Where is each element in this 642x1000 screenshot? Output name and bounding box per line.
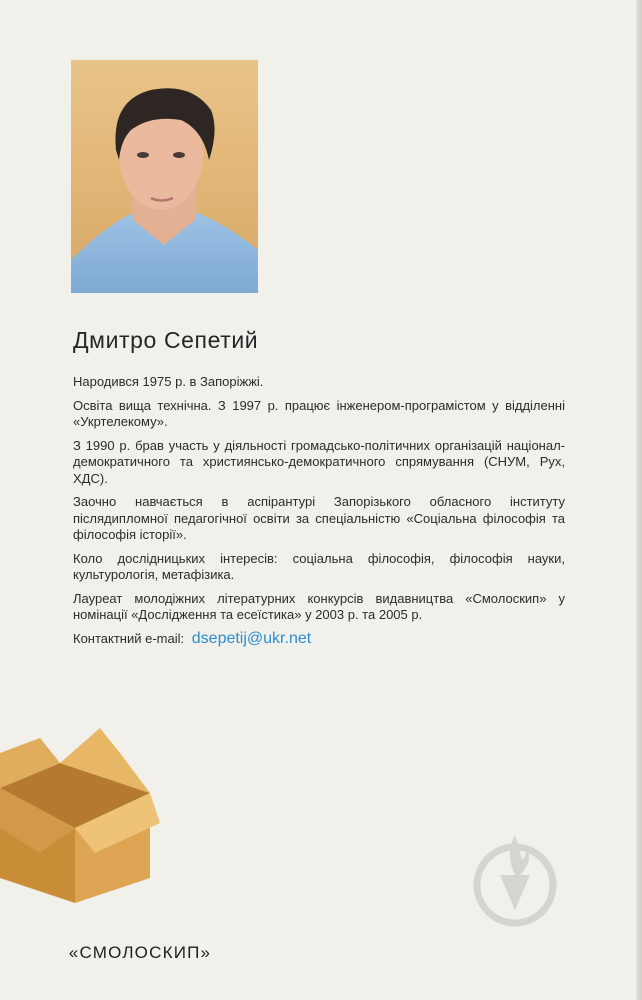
bio-paragraph: Народився 1975 р. в Запоріжжі. bbox=[73, 374, 264, 389]
author-photo bbox=[71, 60, 258, 293]
open-cardboard-box-icon bbox=[0, 728, 160, 903]
bio-paragraph: Заочно навчається в аспірантурі Запорізького обласного інституту післядипломної педагогічної освіти за спеціальністю «Соціальна філософія та філософія історії». bbox=[73, 494, 565, 542]
contact-line bbox=[73, 631, 565, 648]
bio-paragraph: Коло дослідницьких інтересів: соціальна філософія, філософія науки, культурологія, метафізика. bbox=[73, 550, 565, 582]
page-edge bbox=[636, 0, 642, 1000]
email-address: dsepetij@ukr.net bbox=[191, 629, 312, 647]
bio-paragraph: Освіта вища технічна. З 1997 р. працює інженером-програмістом у відділенні «Укртелекому». bbox=[73, 397, 565, 429]
torch-watermark-icon bbox=[470, 830, 560, 935]
author-name: Дмитро Сепетий bbox=[73, 327, 259, 353]
publisher-name: «СМОЛОСКИП» bbox=[68, 943, 212, 962]
bio-paragraph: З 1990 р. брав участь у діяльності громадсько-політичних організацій націонал-демократичного та християнсько-демократичного спрямування (СНУМ, Рух, ХДС). bbox=[73, 437, 565, 486]
contact-label: Контактний e-mail: bbox=[73, 630, 185, 646]
bio-paragraph: Лауреат молодіжних літературних конкурсів видавництва «Смолоскип» у номінації «Дослідження та есеїстика» у 2003 р. та 2005 р. bbox=[73, 590, 565, 622]
author-bio bbox=[73, 374, 565, 647]
